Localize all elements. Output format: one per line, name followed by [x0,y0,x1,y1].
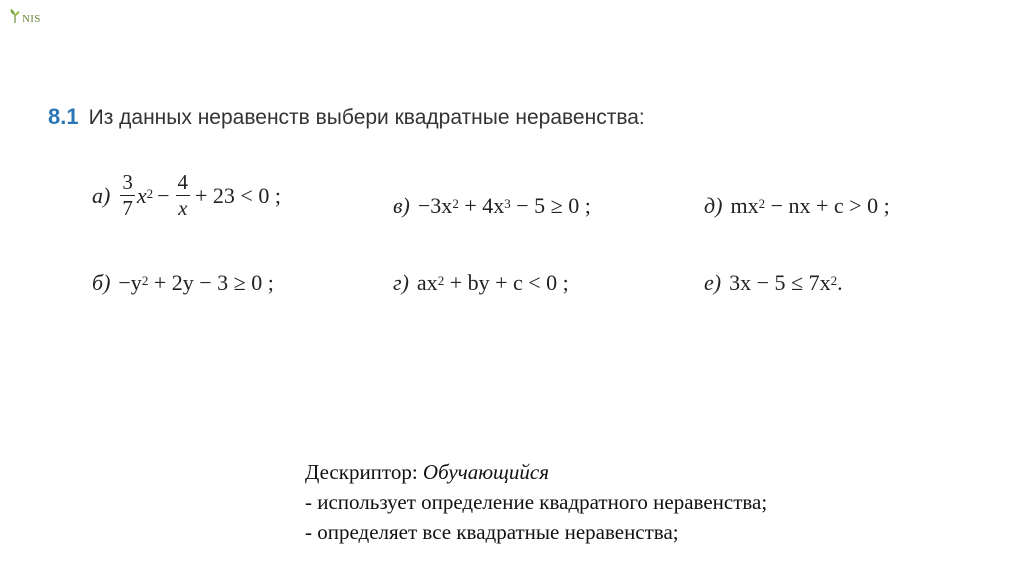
label-a: а) [92,182,111,208]
logo-text: NIS [22,13,41,25]
label-d: д) [704,193,723,218]
term: − 5 ≥ 0 ; [510,193,591,218]
term: ax [416,270,438,295]
descriptor-title: Дескриптор [305,460,412,484]
minus-sign: − [157,182,170,208]
tail: + 23 < 0 ; [195,182,281,208]
descriptor-block [305,457,767,547]
problem-statement [48,104,645,130]
term: + 2y − 3 ≥ 0 ; [148,270,274,295]
problem-number: 8.1 [48,104,79,129]
label-b: б) [92,270,111,295]
descriptor-subject: Обучающийся [422,460,549,484]
term: 3x − 5 ≤ 7x [729,270,831,295]
descriptor-line-1: - использует определение квадратного неравенства; [305,490,768,514]
term: −y [118,270,142,295]
term: x [136,182,147,208]
fraction-denominator: 7 [122,196,133,220]
term: + by + c < 0 ; [444,270,569,295]
fraction-numerator: 4 [177,170,189,194]
term: − nx + c > 0 ; [765,193,890,218]
inequality-b: б) −y 2 + 2y − 3 ≥ 0 ; [92,270,274,295]
term: −3x [417,193,453,218]
descriptor-colon: : [411,460,423,484]
term: mx [730,193,759,218]
fraction-3-7 [120,172,135,219]
inequality-a: а) $\frac{3}{7}$ x 2 − $\frac{4}{x}$ + 23 < 0 ; [92,170,281,220]
inequality-d: д) mx 2 − nx + c > 0 ; [704,193,890,218]
fraction-denominator: x [178,196,188,220]
fraction-numerator: 3 [122,170,133,194]
problem-text: Из данных неравенств выбери квадратные неравенства: [88,106,645,129]
term: . [837,270,843,295]
term: + 4x [458,193,505,218]
leaf-icon [9,8,21,24]
label-e: е) [704,270,722,295]
nis-logo [9,8,41,25]
label-v: в) [393,193,410,218]
inequality-e: е) 3x − 5 ≤ 7x 2 . [704,270,843,295]
inequality-g: г) ax 2 + by + c < 0 ; [393,270,569,295]
descriptor-heading [305,457,767,487]
descriptor-line-2: - определяет все квадратные неравенства; [305,520,679,544]
label-g: г) [393,270,409,295]
inequality-v: в) −3x 2 + 4x 3 − 5 ≥ 0 ; [393,193,591,218]
fraction-4-x [176,172,191,219]
